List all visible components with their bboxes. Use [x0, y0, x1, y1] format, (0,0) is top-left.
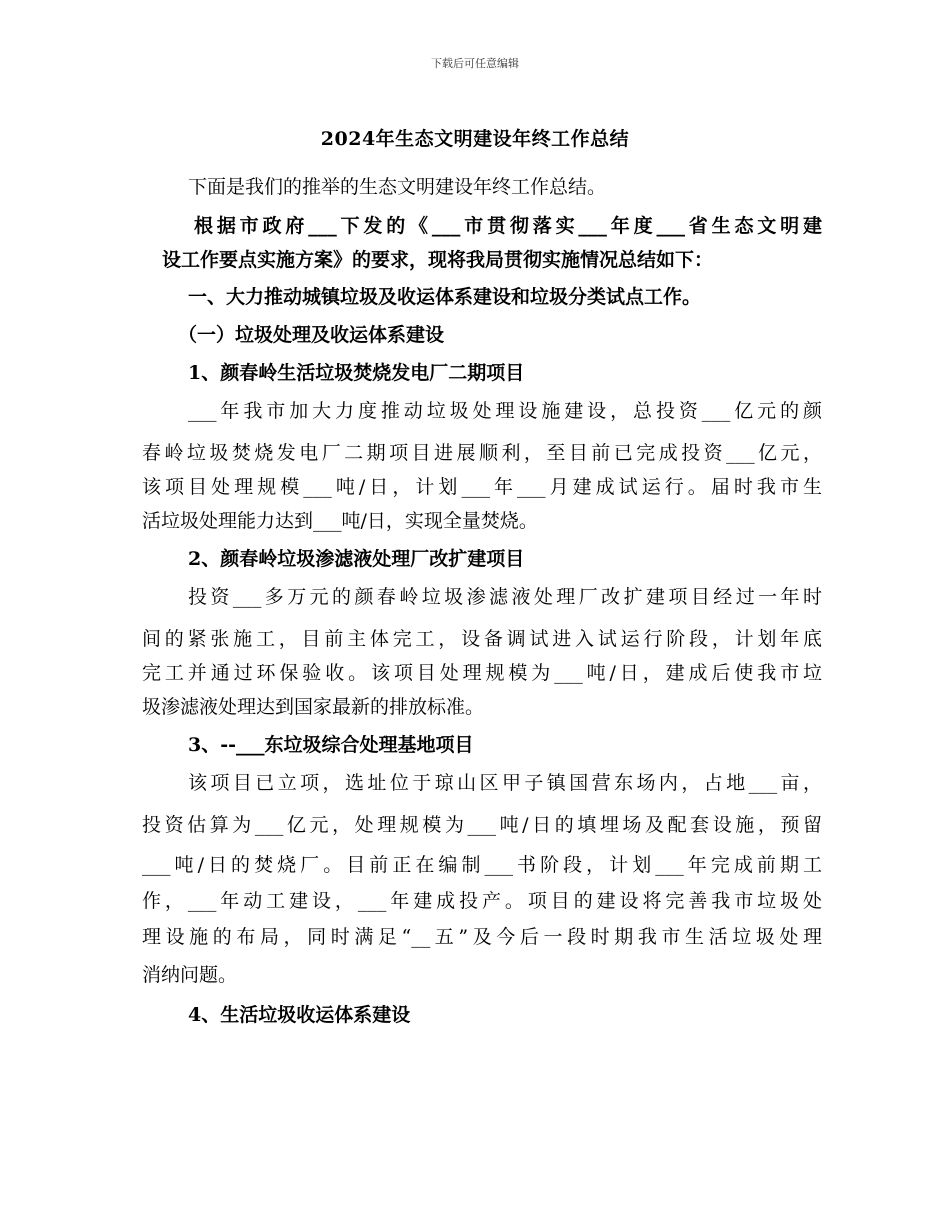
section-heading-line: 2、颜春岭垃圾渗滤液处理厂改扩建项目	[188, 548, 525, 570]
section-heading-line: 设工作要点实施方案》的要求，现将我局贯彻实施情况总结如下：	[162, 249, 714, 271]
paragraph-line: 投资___多万元的颜春岭垃圾渗滤液处理厂改扩建项目经过一年时	[188, 586, 822, 608]
paragraph-line: 消纳问题。	[142, 964, 238, 986]
section-heading-line: 3、--___东垃圾综合处理基地项目	[188, 734, 474, 756]
paragraph-line: 活垃圾处理能力达到___吨/日，实现全量焚烧。	[142, 510, 538, 532]
section-heading-line: 一、大力推动城镇垃圾及收运体系建设和垃圾分类试点工作。	[188, 286, 702, 308]
document-title: 2024年生态文明建设年终工作总结	[320, 128, 630, 150]
paragraph-line: 圾渗滤液处理达到国家最新的排放标准。	[142, 696, 485, 718]
section-heading-line: 1、颜春岭生活垃圾焚烧发电厂二期项目	[188, 362, 525, 384]
header-note: 下载后可任意编辑	[431, 57, 519, 70]
paragraph-line: 投资估算为___亿元，处理规模为___吨/日的填埋场及配套设施，预留	[142, 814, 822, 836]
paragraph-line: 理设施的布局，同时满足“__五”及今后一段时期我市生活垃圾处理	[142, 926, 822, 948]
paragraph-line: 该项目已立项，选址位于琼山区甲子镇国营东场内，占地___亩，	[188, 772, 822, 794]
paragraph-line: 该项目处理规模___吨/日，计划___年___月建成试运行。届时我市生	[142, 476, 822, 498]
paragraph-line: 作，___年动工建设，___年建成投产。项目的建设将完善我市垃圾处	[142, 890, 822, 912]
section-heading-line: （一）垃圾处理及收运体系建设	[178, 324, 445, 346]
section-heading-line: 根据市政府___下发的《___市贯彻落实___年度___省生态文明建	[194, 215, 822, 237]
paragraph-line: 春岭垃圾焚烧发电厂二期项目进展顺利，至目前已完成投资___亿元，	[142, 442, 822, 464]
paragraph-line: ___吨/日的焚烧厂。目前正在编制___书阶段，计划___年完成前期工	[142, 854, 822, 876]
paragraph-line: 下面是我们的推举的生态文明建设年终工作总结。	[188, 176, 607, 198]
section-heading-line: 4、生活垃圾收运体系建设	[188, 1004, 411, 1026]
paragraph-line: 间的紧张施工，目前主体完工，设备调试进入试运行阶段，计划年底	[142, 628, 822, 650]
paragraph-line: 完工并通过环保验收。该项目处理规模为___吨/日，建成后使我市垃	[142, 662, 822, 684]
paragraph-line: ___年我市加大力度推动垃圾处理设施建设，总投资___亿元的颜	[188, 400, 822, 422]
